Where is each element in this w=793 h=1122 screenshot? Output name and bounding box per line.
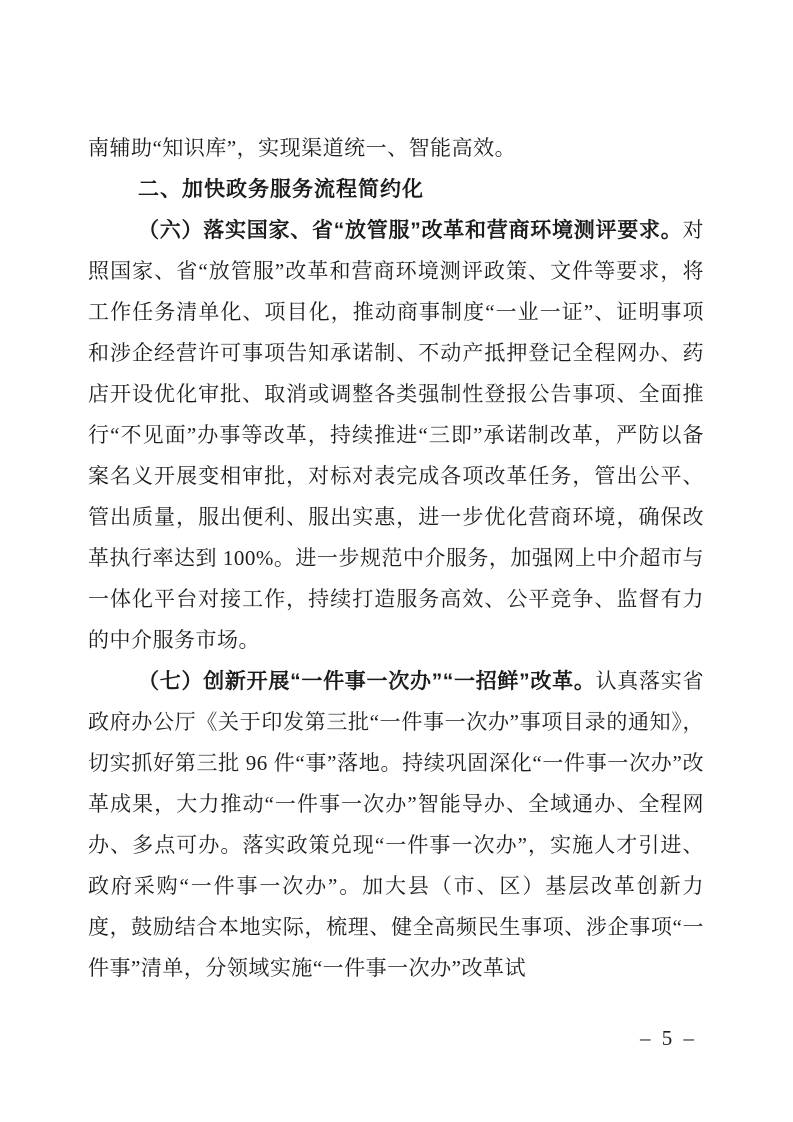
page-number: – 5 – [640,1026,697,1050]
paragraph-6-lead: （六）落实国家、省“放管服”改革和营商环境测评要求。 [138,219,683,242]
paragraph-item-6 [88,210,704,661]
paragraph-item-7 [88,661,704,989]
paragraph-7-text: 认真落实省政府办公厅《关于印发第三批“一件事一次办”事项目录的通知》，切实抓好第三批 96 件“事”落地。持续巩固深化“一件事一次办”改革成果，大力推动“一件事一次办”智能导办、全域通办、全程网办、多点可办。落实政策兑现“一件事一次办”，实施人才引进、政府采购“一件事一次办”。加大县（市、区）基层改革创新力度，鼓励结合本地实际，梳理、健全高频民生事项、涉企事项“一件事”清单，分领域实施“一件事一次办”改革试 [88,669,705,980]
paragraph-7-lead: （七）创新开展“一件事一次办”“一招鲜”改革。 [138,670,596,693]
section-heading: 二、加快政务服务流程简约化 [138,178,424,201]
document-body [88,128,704,989]
paragraph-6-text: 对照国家、省“放管服”改革和营商环境测评政策、文件等要求，将工作任务清单化、项目化，推动商事制度“一业一证”、证明事项和涉企经营许可事项告知承诺制、不动产抵押登记全程网办、药店开设优化审批、取消或调整各类强制性登报公告事项、全面推行“不见面”办事等改革，持续推进“三即”承诺制改革，严防以备案名义开展变相审批，对标对表完成各项改革任务，管出公平、管出质量，服出便利、服出实惠，进一步优化营商环境，确保改革执行率达到 100%。进一步规范中介服务，加强网上中介超市与一体化平台对接工作，持续打造服务高效、公平竞争、监督有力的中介服务市场。 [88,218,704,652]
paragraph-continuation: 南辅助“知识库”，实现渠道统一、智能高效。 [88,136,517,160]
